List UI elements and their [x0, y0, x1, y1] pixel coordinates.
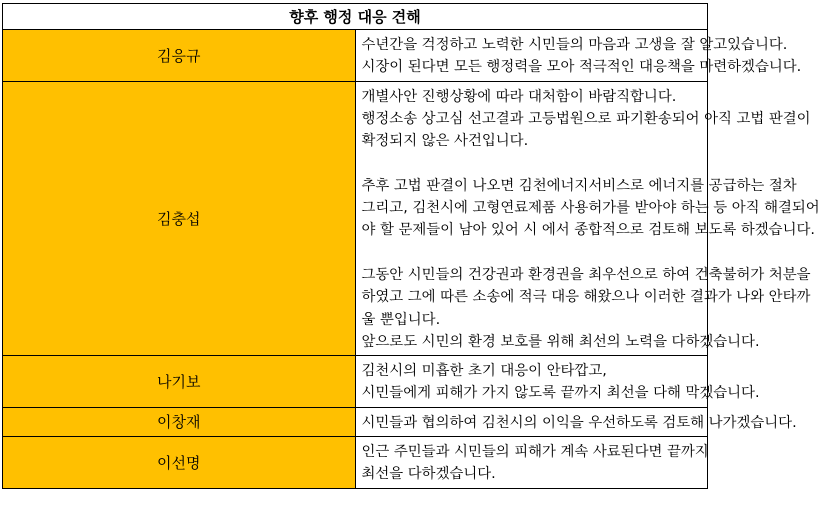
text-line: 김천시의 미흡한 초기 대응이 안타깝고,	[361, 363, 607, 380]
text-line: 수년간을 걱정하고 노력한 시민들의 마음과 고생을 잘 알고있습니다.	[361, 37, 788, 53]
blank-line	[362, 242, 702, 264]
response-text	[355, 407, 797, 436]
response-text	[355, 81, 820, 356]
text-line: 개별사안 진행상황에 따라 대처함이 바람직합니다.	[361, 88, 677, 105]
candidate-name: 김충섭	[3, 81, 356, 356]
text-line: 확정되지 않은 사건입니다.	[361, 133, 529, 150]
text-line: 앞으로도 시민의 환경 보호를 위해 최선의 노력을 다하겠습니다.	[361, 333, 760, 350]
candidate-name: 나기보	[3, 356, 356, 408]
text-line: 야 할 문제들이 남아 있어 시 에서 종합적으로 검토해 보도록 하겠습니다.	[361, 222, 815, 239]
table-row	[3, 30, 708, 82]
text-line: 추후 고법 판결이 나오면 김천에너지서비스로 에너지를 공급하는 절차	[361, 177, 797, 194]
table-row	[3, 407, 708, 436]
candidate-name: 이창재	[3, 407, 356, 436]
response-table	[2, 3, 820, 489]
table-title: 향후 행정 대응 견해	[3, 4, 708, 30]
response-text	[355, 437, 708, 489]
response-text	[355, 30, 802, 82]
table-row	[3, 81, 708, 356]
text-line: 시민들에게 피해가 가지 않도록 끝까지 최선을 다해 막겠습니다.	[361, 385, 760, 402]
candidate-name: 이선명	[3, 437, 356, 489]
text-line: 시민들과 협의하여 김천시의 이익을 우선하도록 검토해 나가겠습니다.	[361, 414, 797, 431]
text-line: 그동안 시민들의 건강권과 환경권을 최우선으로 하여 건축불허가 처분을	[361, 266, 811, 283]
response-text	[355, 356, 760, 408]
text-line: 시장이 된다면 모든 행정력을 모아 적극적인 대응책을 마련하겠습니다.	[361, 59, 802, 76]
table-row	[3, 437, 708, 489]
text-line: 그리고, 김천시에 고형연료제품 사용허가를 받아야 하는 등 아직 해결되어	[361, 200, 820, 217]
text-line: 최선을 다하겠습니다.	[361, 466, 496, 483]
text-line: 울 뿐입니다.	[361, 311, 441, 328]
blank-line	[362, 152, 702, 174]
text-line: 인근 주민들과 시민들의 피해가 계속 사료된다면 끝까지	[361, 444, 709, 461]
text-line: 행정소송 상고심 선고결과 고등법원으로 파기환송되어 아직 고법 판결이	[361, 110, 811, 127]
candidate-name: 김응규	[3, 30, 356, 82]
text-line: 하였고 그에 따른 소송에 적극 대응 해왔으나 이러한 결과가 나와 안타까	[361, 289, 811, 306]
table-row	[3, 356, 708, 408]
